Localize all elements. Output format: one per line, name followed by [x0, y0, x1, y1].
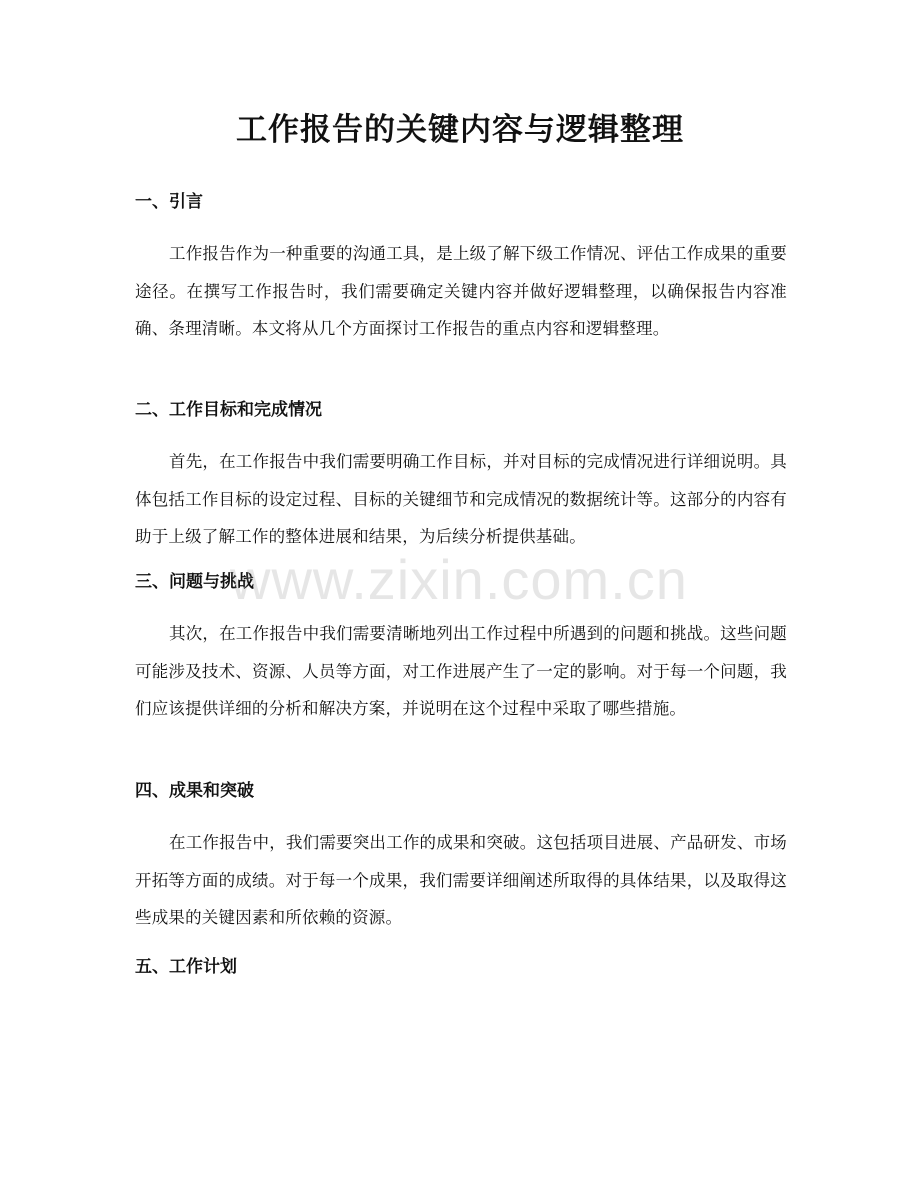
section-heading: 一、引言	[135, 192, 203, 212]
section-work-plan	[135, 955, 787, 979]
section-heading: 四、成果和突破	[135, 781, 254, 801]
section-heading: 二、工作目标和完成情况	[135, 400, 322, 420]
watermark: www.zixin.com.cn	[230, 548, 688, 611]
section-introduction	[135, 190, 787, 348]
document-title: 工作报告的关键内容与逻辑整理	[236, 112, 684, 148]
section-paragraph: 首先，在工作报告中我们需要明确工作目标，并对目标的完成情况进行详细说明。具体包括工作目标的设定过程、目标的关键细节和完成情况的数据统计等。这部分的内容有助于上级了解工作的整体进展和结果，为后续分析提供基础。	[135, 452, 787, 546]
section-achievements	[135, 779, 787, 937]
section-goals	[135, 398, 787, 556]
section-paragraph: 其次，在工作报告中我们需要清晰地列出工作过程中所遇到的问题和挑战。这些问题可能涉及技术、资源、人员等方面，对工作进展产生了一定的影响。对于每一个问题，我们应该提供详细的分析和解决方案，并说明在这个过程中采取了哪些措施。	[135, 624, 787, 718]
section-heading: 五、工作计划	[135, 957, 237, 977]
section-paragraph: 在工作报告中，我们需要突出工作的成果和突破。这包括项目进展、产品研发、市场开拓等方面的成绩。对于每一个成果，我们需要详细阐述所取得的具体结果，以及取得这些成果的关键因素和所依赖的资源。	[135, 833, 787, 927]
section-problems	[135, 570, 787, 728]
section-heading: 三、问题与挑战	[135, 572, 254, 592]
section-paragraph: 工作报告作为一种重要的沟通工具，是上级了解下级工作情况、评估工作成果的重要途径。在撰写工作报告时，我们需要确定关键内容并做好逻辑整理，以确保报告内容准确、条理清晰。本文将从几个方面探讨工作报告的重点内容和逻辑整理。	[135, 244, 787, 338]
